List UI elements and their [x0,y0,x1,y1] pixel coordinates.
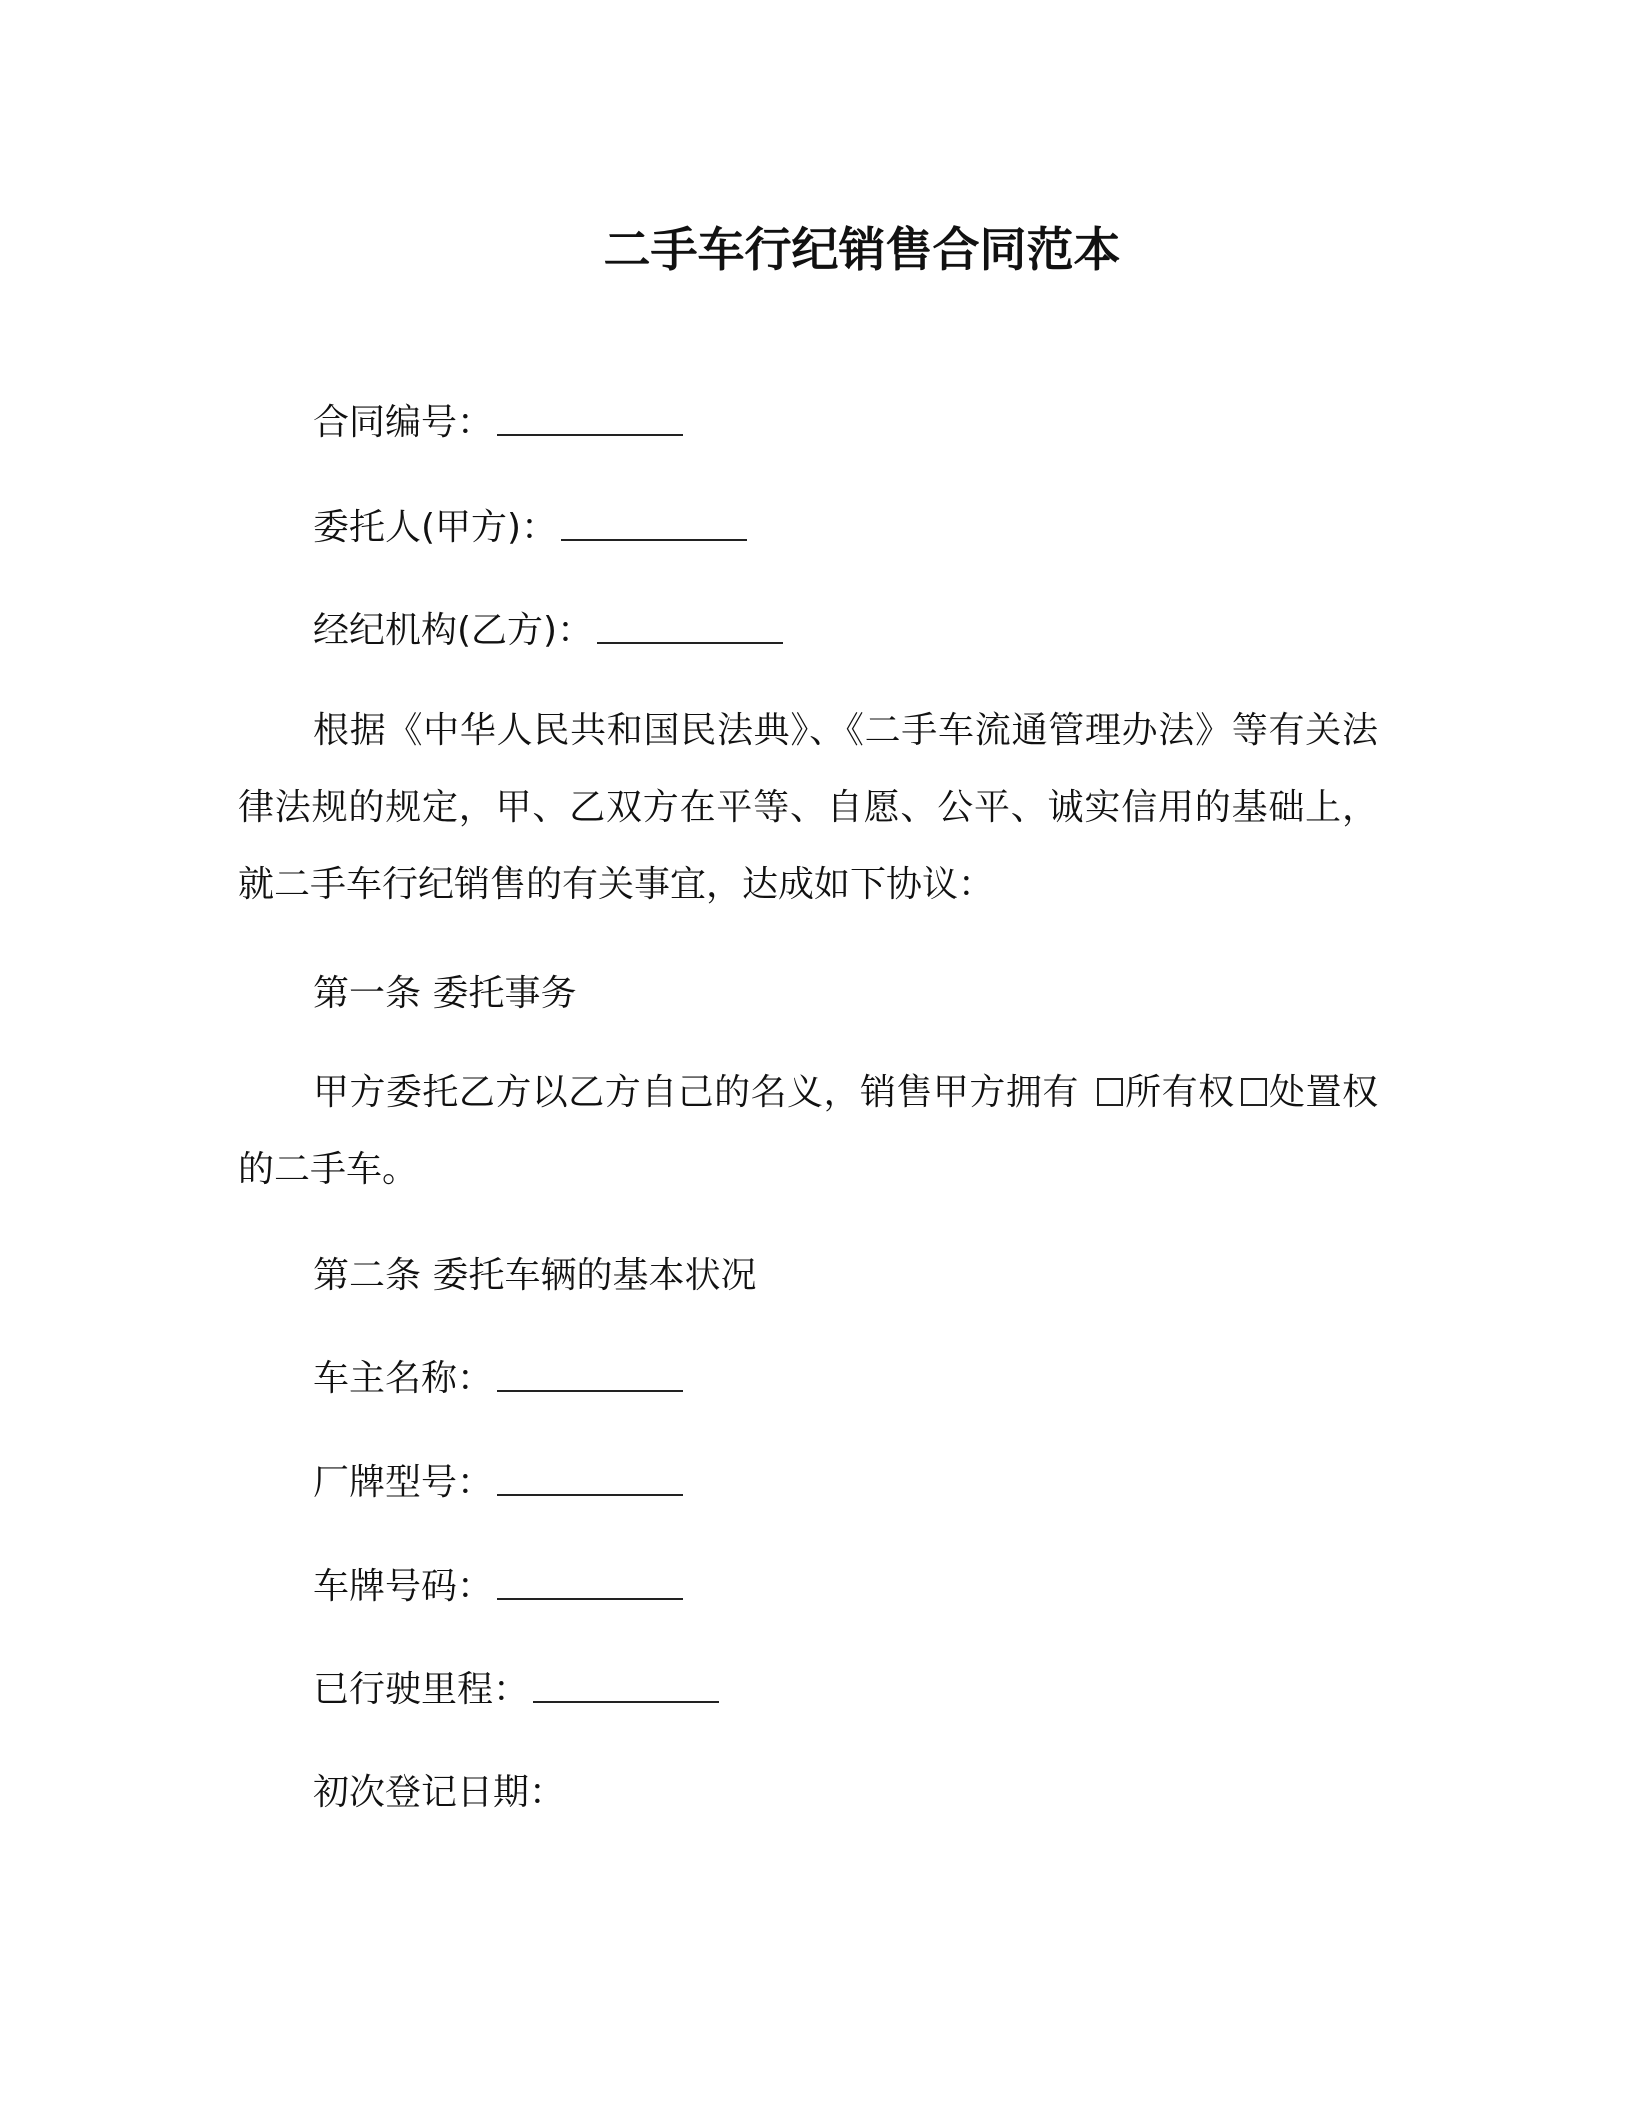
article1-text-before: 甲方委托乙方以乙方自己的名义，销售甲方拥有 [313,1072,1091,1113]
field-label: 经纪机构(乙方)： [313,610,594,651]
field-label: 已行驶里程： [313,1669,530,1710]
field-label: 合同编号： [313,402,494,443]
article1-heading: 第一条 委托事务 [313,973,577,1014]
article2-heading: 第二条 委托车辆的基本状况 [313,1255,757,1296]
article1-text-after: 的二手车。 [238,1149,419,1190]
disposal-checkbox[interactable] [1241,1078,1267,1106]
plate-number-field [313,1559,683,1615]
blank-line [497,1354,683,1392]
field-label: 初次登记日期： [313,1772,566,1813]
mileage-field [313,1662,719,1718]
blank-line [597,606,783,644]
document-title: 二手车行纪销售合同范本 [603,223,1121,278]
disposal-option-label: 处置权 [1268,1072,1378,1113]
ownership-checkbox[interactable] [1097,1078,1123,1106]
blank-line [497,398,683,436]
field-label: 厂牌型号： [313,1462,494,1503]
principal-field [313,500,747,556]
preamble-paragraph: 根据《中华人民共和国民法典》、《二手车流通管理办法》等有关法律法规的规定，甲、乙双方在平等、自愿、公平、诚实信用的基础上，就二手车行纪销售的有关事宜，达成如下协议： [238,710,1378,905]
ownership-option-label: 所有权 [1124,1072,1235,1113]
article1-paragraph [238,1054,1378,1208]
contract-number-field [313,395,683,451]
blank-line [533,1665,719,1703]
registration-date-field [313,1765,565,1821]
blank-line [497,1562,683,1600]
agency-field [313,603,783,659]
owner-name-field [313,1351,683,1407]
blank-line [497,1458,683,1496]
model-field [313,1455,683,1511]
blank-line [561,503,747,541]
field-label: 车主名称： [313,1358,494,1399]
field-label: 车牌号码： [313,1566,494,1607]
field-label: 委托人(甲方)： [313,507,558,548]
